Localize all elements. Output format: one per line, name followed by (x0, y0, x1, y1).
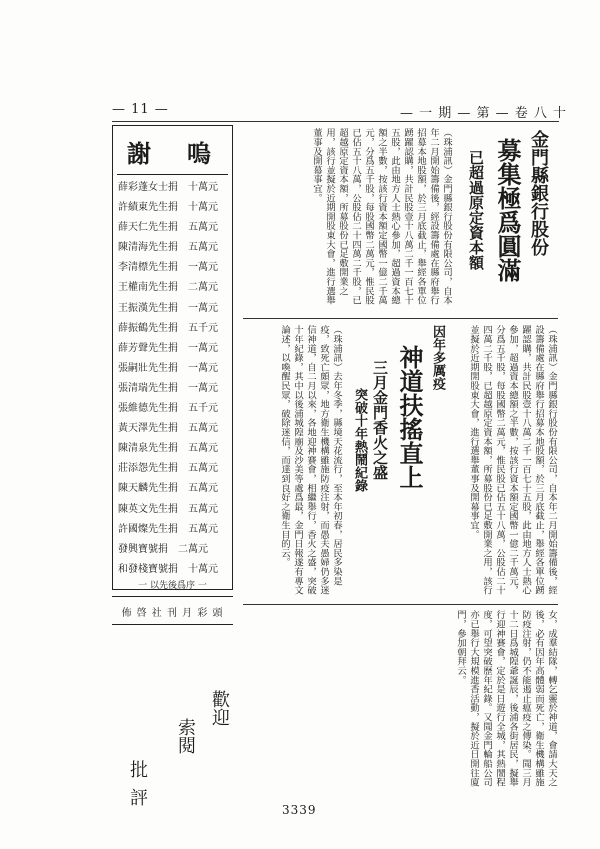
critique-text (124, 760, 150, 816)
donor-row: 李清標先生捐 一萬元 (118, 262, 218, 274)
donor-row: 黃天澤先生捐 五萬元 (118, 423, 218, 435)
article2-headline-a: 因年多厲疫 (430, 325, 445, 390)
donor-row: 陳英文先生捐 五萬元 (118, 503, 218, 515)
subscription-label: 佈 啓 社 刊 月 彩 頭 (121, 608, 224, 619)
article1-headline-a: 金門縣銀行股份 (528, 130, 549, 256)
article2-headline-c: 三月金門香火之盛 (371, 360, 389, 480)
donor-row: 陳清泉先生捐 五萬元 (118, 443, 218, 455)
ack-rule (117, 174, 228, 175)
donor-row: 陳清海先生捐 五萬元 (118, 242, 218, 254)
donor-row: 薛彩蓬女士捐 十萬元 (118, 182, 218, 193)
read-char-2: 閱 (175, 736, 196, 754)
welcome-char-1: 歡 (209, 690, 230, 708)
welcome-text (206, 690, 232, 726)
article2-headline-d: 突破十年熱鬧紀錄 (352, 388, 367, 492)
critique-char-1: 批 (127, 760, 148, 788)
ack-title-char-1: 嗚 (187, 139, 241, 168)
critique-char-2: 評 (127, 788, 148, 816)
donor-row: 發興寶號捐 二萬元 (118, 543, 208, 555)
divider (243, 318, 558, 319)
donor-row: 薛天仁先生捐 五萬元 (118, 222, 218, 234)
article2-headline-b: 神道扶搖直上 (395, 345, 424, 489)
article1-body: （珠浦訊）金門縣銀行股份有限公司，自本年二月開始籌備後，經設籌備處在縣府舉行招募本地股額，於三月底截止，舉經各單位踴躍認購，共計民股壹十八萬二千一百七十五股，此由地方人士熱心參加，超過資本總額之半數，按該行資本額定國幣一億二千萬元，分爲五千股，每股國幣二萬元，惟民股已佔五十八萬，公股佔二十四萬二千股，已超越原定資本額，所募股份已足敷開業之用，該行並擬於近期開股東大會，進行選舉董事及開幕事宜。 (311, 128, 452, 305)
donor-row: 張清瑞先生捐 一萬元 (118, 382, 218, 394)
ack-footer: 一 以先後爲序 一 (138, 581, 207, 591)
donor-row: 薛芳聲先生捐 一萬元 (118, 342, 218, 354)
ack-title-char-2: 謝 (127, 139, 181, 168)
donor-row: 張嗣壯先生捐 一萬元 (118, 362, 218, 374)
donor-row: 薛振鶴先生捐 五千元 (118, 322, 218, 334)
article1-headline-b: 募集極爲圓滿 (493, 138, 522, 282)
donor-row: 許績東先生捐 十萬元 (118, 202, 218, 214)
article3-body: 女，成羣結隊，轉乞靈於神道，會請大天之後，必有因年高體弱而死亡，衛生機構雖施防疫注射，仍不能遏止瘟疫之傳染。聞三月十二日爲城隍爺誕辰，後浦各街居民，擬舉行迎神賽會，定於是日遊行全城，其熱鬧程度，可望突破歷年紀錄。又聞金門輪船公司亦已舉行大規模進香活動，擬於近日開往廈門，參加朝拜云。 (455, 610, 557, 787)
donor-row: 王振漢先生捐 一萬元 (118, 302, 218, 314)
page-left-number: — 11 — (112, 102, 169, 117)
donor-row: 和發棧寶號捐 十萬元 (118, 563, 218, 575)
welcome-char-2: 迎 (209, 708, 230, 726)
read-char-1: 索 (175, 718, 196, 736)
article1-headline-c: 已超過原定資本額 (467, 150, 485, 270)
donor-rows (118, 178, 230, 580)
issue-label: — 一 期 — 第 — 卷 八 十 (400, 106, 568, 121)
header-rule (112, 121, 559, 122)
divider (112, 624, 233, 625)
article2-intro: （珠浦訊）金門縣銀行股份有限公司，自本年二月開始籌備後，經設籌備處在縣府舉行招募本地股額，於三月底截止，舉經各單位踴躍認購，共計民股壹十八萬二千一百七十五股，此由地方人士熱心參加，超過資本總額之半數，按該行資本額定國幣一億二千萬元，分爲五千股，每股國幣二萬元，惟民股已佔五十八萬，公股佔二十四萬二千股，已超越原定資本額，所募股份已足敷開業之用，該行並擬於近期開股東大會，進行選舉董事及開幕事宜。 (468, 325, 557, 595)
donor-row: 莊添怨先生捐 五萬元 (118, 463, 218, 475)
article2-body: （珠浦訊）去年冬季，縣境天花流行，至本年初春，居民多染是疫，致死亡頗眾，地方衛生機構雖施防疫注射，而愚夫愚婦仍多迷信神道，自二月以來，各地迎神賽會，相繼舉行，香火之盛，突破十年紀錄，其中以後浦城隍廟及沙美等處爲最，金門日報遂有專文論述，以喚醒民眾，破除迷信，而達到良好之衛生目的云。 (279, 325, 342, 595)
divider (243, 604, 558, 605)
donor-row: 許國燦先生捐 五萬元 (118, 523, 218, 535)
page-number: 3339 (282, 803, 317, 817)
divider (112, 596, 233, 597)
donor-row: 陳天麟先生捐 五萬元 (118, 483, 218, 495)
donor-row: 王權南先生捐 二萬元 (118, 282, 218, 294)
read-text (172, 718, 198, 754)
donor-row: 張維德先生捐 五千元 (118, 403, 218, 415)
